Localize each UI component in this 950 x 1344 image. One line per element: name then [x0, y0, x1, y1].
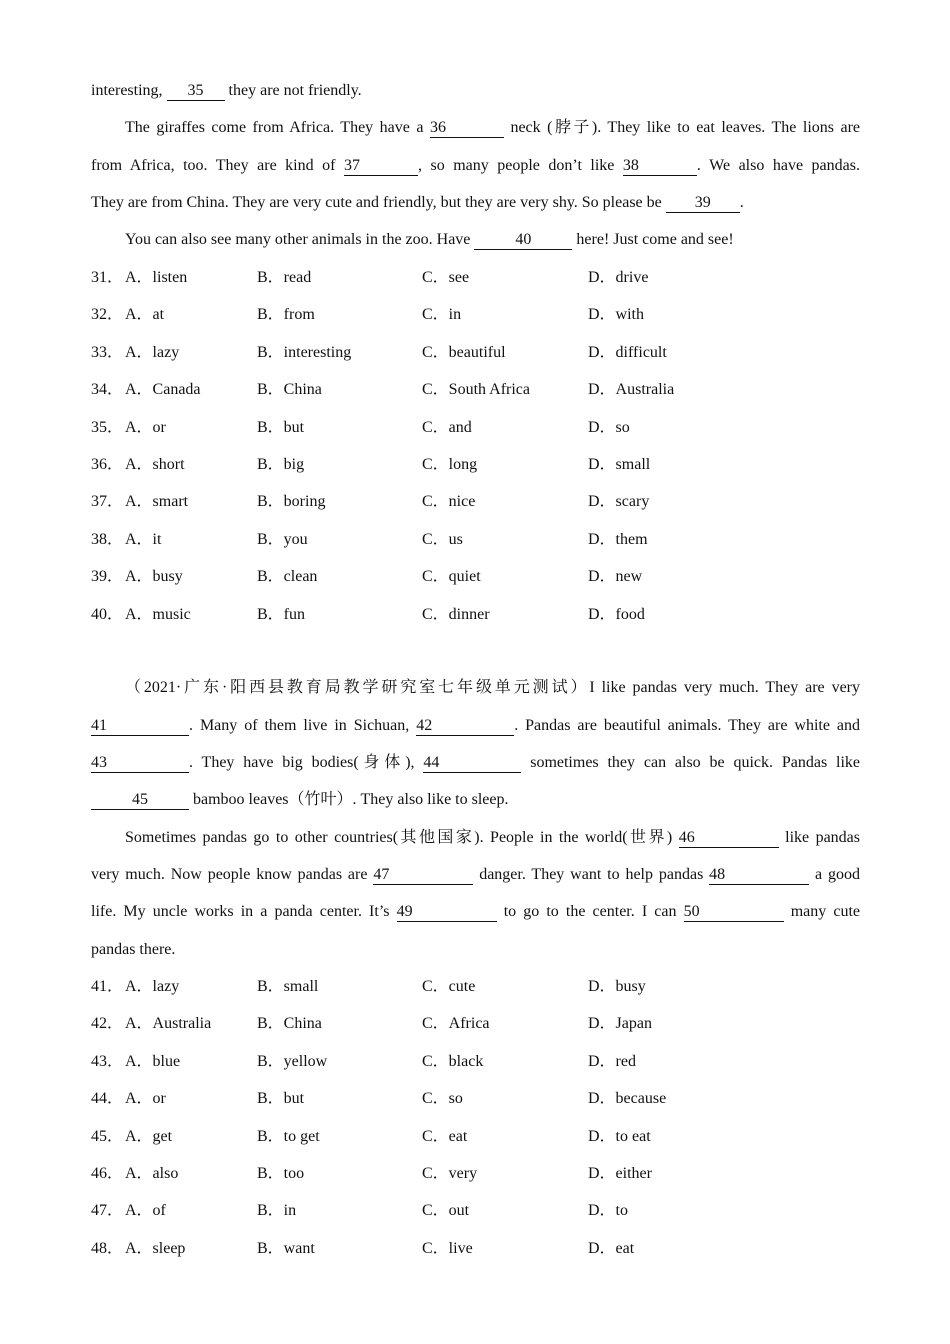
answer-option-d[interactable]: D．with [588, 306, 645, 324]
answer-option-d[interactable]: D．food [588, 605, 645, 623]
answer-option-c[interactable]: C．nice [422, 493, 476, 511]
question-row [91, 1013, 860, 1035]
answer-option-d[interactable]: D．Australia [588, 381, 675, 399]
blank-38: 38 [623, 157, 697, 176]
question-row [91, 417, 860, 439]
answer-option-b[interactable]: B．yellow [257, 1052, 328, 1070]
passage1-line2 [91, 117, 860, 139]
answer-option-d[interactable]: D．busy [588, 978, 646, 995]
answer-option-a[interactable]: A．of [125, 1202, 166, 1220]
blank-44: 44 [423, 754, 521, 773]
answer-option-a[interactable]: A．Canada [125, 381, 201, 399]
blank-43: 43 [91, 754, 189, 773]
answer-option-b[interactable]: B．but [257, 1090, 305, 1108]
answer-option-a[interactable]: A．listen [125, 269, 188, 286]
answer-option-b[interactable]: B．read [257, 269, 312, 286]
answer-option-a[interactable]: A．also [125, 1165, 179, 1182]
passage2-line7 [91, 901, 860, 923]
answer-option-b[interactable]: B．China [257, 1015, 322, 1033]
answer-option-a[interactable]: A．short [125, 456, 185, 473]
answer-option-b[interactable]: B．clean [257, 568, 318, 586]
text: （2021·广东·阳西县教育局教学研究室七年级单元测试）I like pandas very much. They are very [125, 679, 860, 696]
passage2-line3 [91, 752, 860, 774]
question-row [91, 379, 860, 401]
answer-option-a[interactable]: A．lazy [125, 978, 180, 995]
answer-option-c[interactable]: C．quiet [422, 568, 481, 586]
passage2-line8 [91, 939, 860, 961]
answer-option-a[interactable]: A．it [125, 530, 162, 548]
blank-36: 36 [430, 119, 504, 138]
answer-option-a[interactable]: A．at [125, 306, 165, 324]
answer-option-b[interactable]: B．but [257, 418, 305, 436]
answer-option-c[interactable]: C．dinner [422, 605, 490, 623]
answer-option-c[interactable]: C．long [422, 456, 478, 473]
answer-option-b[interactable]: B．want [257, 1239, 315, 1257]
answer-option-a[interactable]: A．get [125, 1127, 173, 1145]
answer-option-d[interactable]: D．to eat [588, 1127, 651, 1145]
passage2-line4 [91, 789, 860, 811]
answer-option-b[interactable]: B．small [257, 978, 319, 995]
text: danger. They want to help pandas [473, 866, 710, 883]
text: they are not friendly. [224, 82, 362, 99]
question-number: 33． [91, 343, 124, 361]
answer-option-d[interactable]: D．small [588, 456, 651, 473]
answer-option-c[interactable]: C．out [422, 1202, 470, 1220]
answer-option-a[interactable]: A．Australia [125, 1015, 212, 1033]
question-number: 38． [91, 530, 124, 548]
question-row [91, 976, 860, 998]
passage2-line6 [91, 864, 860, 886]
text: . We also have pandas. [696, 157, 860, 174]
text: bamboo leaves（竹叶）. They also like to sleep. [189, 791, 509, 808]
blank-47: 47 [373, 866, 473, 885]
question-number: 34． [91, 381, 124, 399]
question-number: 31． [91, 269, 124, 286]
answer-option-c[interactable]: C．and [422, 418, 472, 436]
passage1-line5 [91, 229, 860, 251]
answer-option-b[interactable]: B．to get [257, 1127, 320, 1145]
question-number: 45． [91, 1127, 124, 1145]
answer-option-a[interactable]: A．blue [125, 1052, 181, 1070]
question-number: 44． [91, 1090, 124, 1108]
question-number: 32． [91, 306, 124, 324]
blank-42: 42 [416, 717, 514, 736]
text: very much. Now people know pandas are [91, 866, 374, 883]
answer-option-d[interactable]: D．drive [588, 269, 649, 286]
answer-option-d[interactable]: D．to [588, 1202, 629, 1220]
passage2-line2 [91, 715, 860, 737]
answer-option-a[interactable]: A．sleep [125, 1239, 186, 1257]
blank-37: 37 [344, 157, 418, 176]
text: Sometimes pandas go to other countries(其他国家). People in the world(世界) [125, 829, 679, 846]
answer-option-d[interactable]: D．eat [588, 1239, 635, 1257]
text: . [739, 194, 744, 211]
question-number: 43． [91, 1052, 124, 1070]
question-row [91, 304, 860, 326]
answer-option-d[interactable]: D．difficult [588, 343, 667, 361]
answer-option-c[interactable]: C．so [422, 1090, 463, 1108]
blank-45: 45 [91, 791, 189, 810]
answer-option-c[interactable]: C．us [422, 530, 463, 548]
answer-option-a[interactable]: A．music [125, 605, 191, 623]
answer-option-b[interactable]: B．you [257, 530, 308, 548]
text: like pandas [778, 829, 860, 846]
answer-option-c[interactable]: C．in [422, 306, 462, 324]
text: to go to the center. I can [496, 903, 684, 920]
answer-option-a[interactable]: A．lazy [125, 343, 180, 361]
answer-option-b[interactable]: B．boring [257, 493, 326, 511]
question-row [91, 1126, 860, 1148]
question-row [91, 566, 860, 588]
answer-option-c[interactable]: C．live [422, 1239, 473, 1257]
text: They are from China. They are very cute and friendly, but they are very shy. So please be [91, 194, 666, 211]
question-number: 47． [91, 1202, 124, 1220]
passage1-line4 [91, 192, 860, 214]
question-row [91, 1200, 860, 1222]
question-number: 35． [91, 418, 124, 436]
question-row [91, 1163, 860, 1185]
text: . Pandas are beautiful animals. They are white and [514, 717, 860, 734]
question-row [91, 342, 860, 364]
answer-option-d[interactable]: D．scary [588, 493, 650, 511]
answer-option-b[interactable]: B．in [257, 1202, 297, 1220]
text: many cute [783, 903, 860, 920]
text: from Africa, too. They are kind of [91, 157, 344, 174]
answer-option-c[interactable]: C．South Africa [422, 381, 530, 399]
text: interesting, [91, 82, 167, 99]
question-number: 37． [91, 493, 124, 511]
answer-option-b[interactable]: B．interesting [257, 343, 352, 361]
answer-option-b[interactable]: B．China [257, 381, 322, 399]
answer-option-d[interactable]: D．either [588, 1165, 652, 1182]
blank-49: 49 [397, 903, 497, 922]
text: a good [809, 866, 860, 883]
question-number: 46． [91, 1165, 124, 1182]
question-row [91, 267, 860, 289]
text: sometimes they can also be quick. Pandas like [521, 754, 860, 771]
answer-option-b[interactable]: B．too [257, 1165, 305, 1182]
question-row [91, 1238, 860, 1260]
answer-option-d[interactable]: D．Japan [588, 1015, 652, 1033]
blank-41: 41 [91, 717, 189, 736]
answer-option-c[interactable]: C．see [422, 269, 470, 286]
text: The giraffes come from Africa. They have a [125, 119, 430, 136]
passage2-line5 [91, 827, 860, 849]
answer-option-a[interactable]: A．busy [125, 568, 183, 586]
answer-option-c[interactable]: C．Africa [422, 1015, 490, 1033]
blank-50: 50 [684, 903, 784, 922]
question-number: 48． [91, 1239, 124, 1257]
answer-option-c[interactable]: C．very [422, 1165, 478, 1182]
passage2-line1 [91, 677, 860, 699]
question-row [91, 491, 860, 513]
answer-option-d[interactable]: D．them [588, 530, 648, 548]
answer-option-b[interactable]: B．big [257, 456, 305, 473]
blank-35: 35 [167, 82, 225, 101]
blank-46: 46 [679, 829, 779, 848]
question-row [91, 1051, 860, 1073]
text: life. My uncle works in a panda center. It’s [91, 903, 397, 920]
question-row [91, 604, 860, 626]
answer-option-d[interactable]: D．because [588, 1090, 667, 1108]
text: . Many of them live in Sichuan, [189, 717, 417, 734]
question-row [91, 529, 860, 551]
question-number: 40． [91, 605, 124, 623]
question-number: 42． [91, 1015, 124, 1033]
answer-option-d[interactable]: D．so [588, 418, 630, 436]
answer-option-a[interactable]: A．or [125, 418, 166, 436]
answer-option-b[interactable]: B．from [257, 306, 315, 324]
answer-option-c[interactable]: C．beautiful [422, 343, 506, 361]
text: here! Just come and see! [572, 231, 734, 248]
question-number: 41． [91, 978, 124, 995]
blank-40: 40 [474, 231, 572, 250]
text: . They have big bodies(身体), [189, 754, 424, 771]
blank-48: 48 [709, 866, 809, 885]
answer-option-b[interactable]: B．fun [257, 605, 306, 623]
blank-39: 39 [666, 194, 740, 213]
answer-option-c[interactable]: C．cute [422, 978, 476, 995]
answer-option-a[interactable]: A．or [125, 1090, 166, 1108]
answer-option-a[interactable]: A．smart [125, 493, 189, 511]
answer-option-d[interactable]: D．red [588, 1052, 636, 1070]
question-number: 39． [91, 568, 124, 586]
passage1-line1 [91, 80, 860, 102]
answer-option-c[interactable]: C．eat [422, 1127, 468, 1145]
text: You can also see many other animals in the zoo. Have [125, 231, 475, 248]
answer-option-d[interactable]: D．new [588, 568, 643, 586]
text: neck (脖子). They like to eat leaves. The lions are [503, 119, 861, 136]
question-row [91, 1088, 860, 1110]
answer-option-c[interactable]: C．black [422, 1052, 484, 1070]
passage1-line3 [91, 155, 860, 177]
text: , so many people don’t like [417, 157, 623, 174]
question-row [91, 454, 860, 476]
question-number: 36． [91, 456, 124, 473]
text: pandas there. [91, 941, 176, 958]
